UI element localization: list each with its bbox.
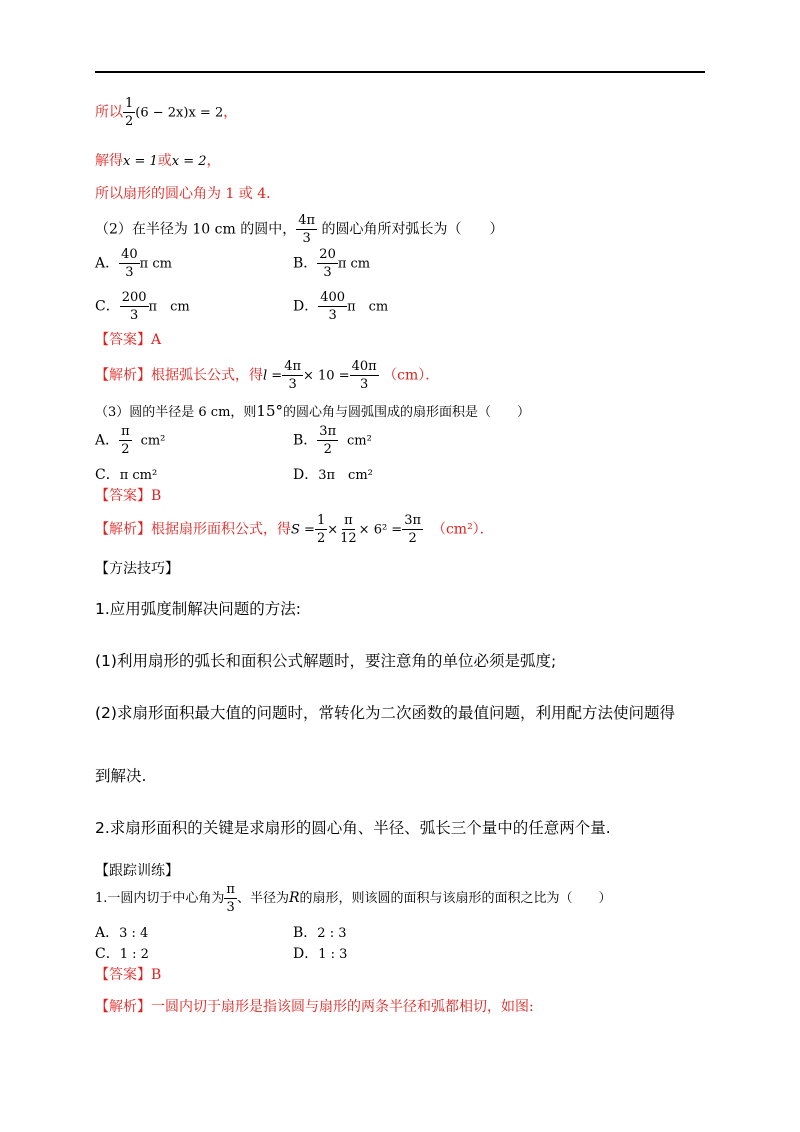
question-2-analysis: 【解析】根据弧长公式，得l = $\frac{4\pi}{3}$ × 10 = $\frac{40\pi}{3}$ （cm）．	[95, 359, 440, 392]
question-2-option-a: A． $\frac{40}{3}$ π cm	[95, 247, 172, 280]
practice-option-b: B．2 : 3	[293, 925, 347, 941]
solution-line-2: 解得x = 1或x = 2，	[95, 153, 221, 169]
practice-heading: 【跟踪训练】	[95, 863, 179, 879]
tips-paragraph-2: (1)利用扇形的弧长和面积公式解题时，要注意角的单位必须是弧度;	[95, 652, 557, 670]
question-2-option-b: B． $\frac{20}{3}$ π cm	[293, 247, 371, 280]
question-2-option-d: D． $\frac{400}{3}$ π cm	[293, 290, 389, 323]
tips-paragraph-1: 1.应用弧度制解决问题的方法:	[95, 600, 302, 618]
tips-paragraph-5: 2.求扇形面积的关键是求扇形的圆心角、半径、弧长三个量中的任意两个量.	[95, 819, 611, 837]
question-3-option-c: C．π cm²	[95, 467, 158, 483]
solution-line-3: 所以扇形的圆心角为 1 或 4．	[95, 186, 281, 202]
tips-paragraph-3: (2)求扇形面积最大值的问题时，常转化为二次函数的最值问题，利用配方法使问题得	[95, 704, 675, 722]
question-2-option-c: C． $\frac{200}{3}$ π cm	[95, 290, 190, 323]
tips-paragraph-4: 到解决.	[95, 767, 147, 785]
header-rule	[95, 71, 705, 73]
practice-analysis: 【解析】一圆内切于扇形是指该圆与扇形的两条半径和弧都相切，如图:	[95, 999, 534, 1015]
practice-option-a: A．3 : 4	[95, 925, 149, 941]
practice-option-c: C．1 : 2	[95, 946, 149, 962]
question-2-stem: （2）在半径为 10 cm 的圆中， $\frac{4\pi}{3}$ 的圆心角所对弧长为（ ）	[95, 213, 504, 246]
question-3-option-d: D．3π cm²	[293, 467, 373, 483]
solution-line-1: 所以 $\frac{1}{2}$ (6 − 2x)x = 2，	[95, 96, 238, 129]
question-3-option-b: B． $\frac{3\pi}{2}$ cm²	[293, 424, 372, 457]
question-3-analysis: 【解析】根据扇形面积公式，得S = $\frac{1}{2}$ × $\frac{\pi}{12}$ × 6² = $\frac{3\pi}{2}$ （cm²）．	[95, 513, 494, 546]
question-3-stem: （3）圆的半径是 6 cm，则15°的圆心角与圆弧围成的扇形面积是（ ）	[95, 402, 531, 420]
tips-heading: 【方法技巧】	[95, 561, 179, 577]
practice-question-1-stem: 1.一圆内切于中心角为 $\frac{\pi}{3}$ 、半径为R的扇形，则该圆的面积与该扇形的面积之比为（ ）	[95, 882, 612, 915]
practice-option-d: D．1 : 3	[293, 946, 348, 962]
practice-answer: 【答案】B	[95, 967, 162, 983]
question-3-option-a: A． $\frac{\pi}{2}$ cm²	[95, 424, 166, 457]
question-3-answer: 【答案】B	[95, 488, 162, 504]
question-2-answer: 【答案】A	[95, 332, 162, 348]
